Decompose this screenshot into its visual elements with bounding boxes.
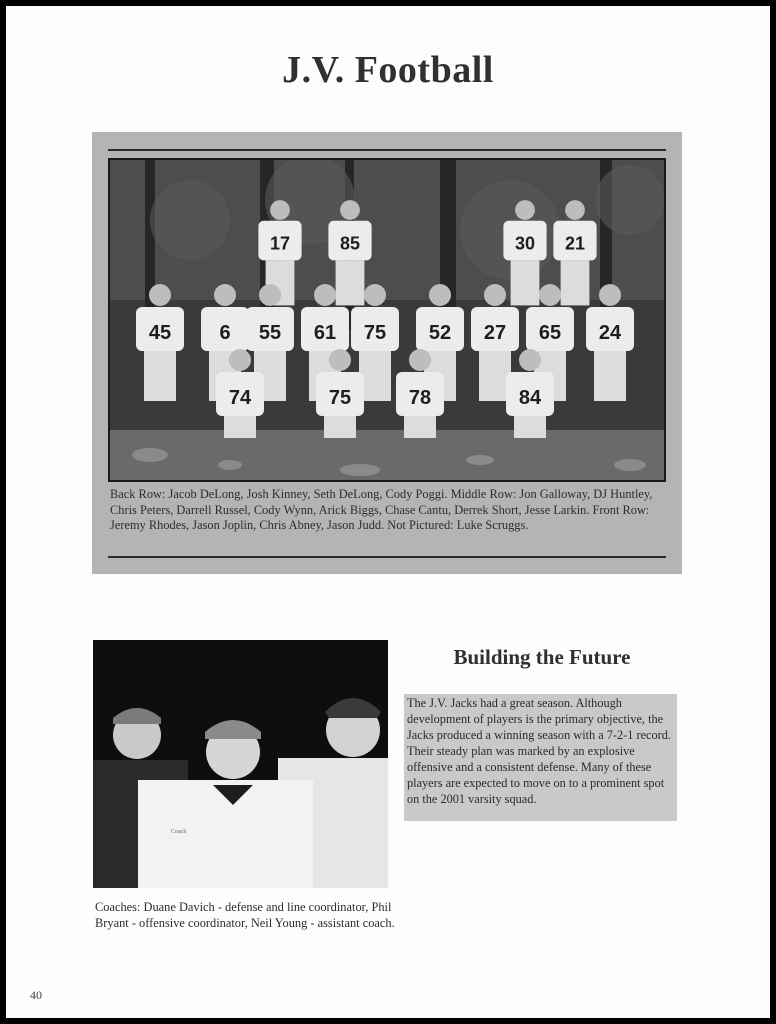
jersey-number: 85 xyxy=(339,233,361,254)
jersey-number: 55 xyxy=(258,322,282,344)
jersey-number: 84 xyxy=(518,387,542,409)
jersey-number: 30 xyxy=(514,233,536,254)
jersey-number: 78 xyxy=(408,387,432,409)
jersey-number: 17 xyxy=(269,233,291,254)
team-photo-caption: Back Row: Jacob DeLong, Josh Kinney, Seth DeLong, Cody Poggi. Middle Row: Jon Galloway, DJ Huntley, Chris Peters, Darrell Russel, Cody Wynn, Arick Biggs, Chase Cantu, Derrek Short, Jesse Larkin. Front Row: Jeremy Rhodes, Jason Joplin, Chris Abney, Jason Judd. Not Pictured: Luke Scruggs. xyxy=(110,487,653,532)
jersey-number: 21 xyxy=(564,233,586,254)
jersey-number: 61 xyxy=(313,322,337,344)
jersey-number: 45 xyxy=(148,322,172,344)
jersey-number: 52 xyxy=(428,322,452,344)
team-photo-panel xyxy=(92,132,682,574)
page-title: J.V. Football xyxy=(282,49,494,91)
jersey-number: 27 xyxy=(483,322,507,344)
jersey-number: 24 xyxy=(598,322,622,344)
page-number: 40 xyxy=(30,988,42,1002)
jersey-number: 74 xyxy=(228,387,252,409)
section-heading: Building the Future xyxy=(453,645,631,669)
jersey-number: 75 xyxy=(328,387,352,409)
jersey-number: 65 xyxy=(538,322,562,344)
coaches-photo xyxy=(93,640,388,888)
jersey-number: 6 xyxy=(219,322,231,344)
svg-text:Coach: Coach xyxy=(171,829,187,835)
story-text-box: The J.V. Jacks had a great season. Although development of players is the primary objective, the Jacks produced a winning season with a 7-2-1 record. Their steady plan was marked by an explosive offensive and a consistent defense. Many of these players are expected to move on to a prominent spot on the 2001 varsity squad. xyxy=(404,694,677,821)
jersey-number: 75 xyxy=(363,322,387,344)
coaches-caption: Coaches: Duane Davich - defense and line coordinator, Phil Bryant - offensive coordinator, Neil Young - assistant coach. xyxy=(95,900,395,930)
team-photo xyxy=(108,158,666,482)
panel-bottom-rule xyxy=(108,556,666,558)
panel-top-rule xyxy=(108,149,666,151)
